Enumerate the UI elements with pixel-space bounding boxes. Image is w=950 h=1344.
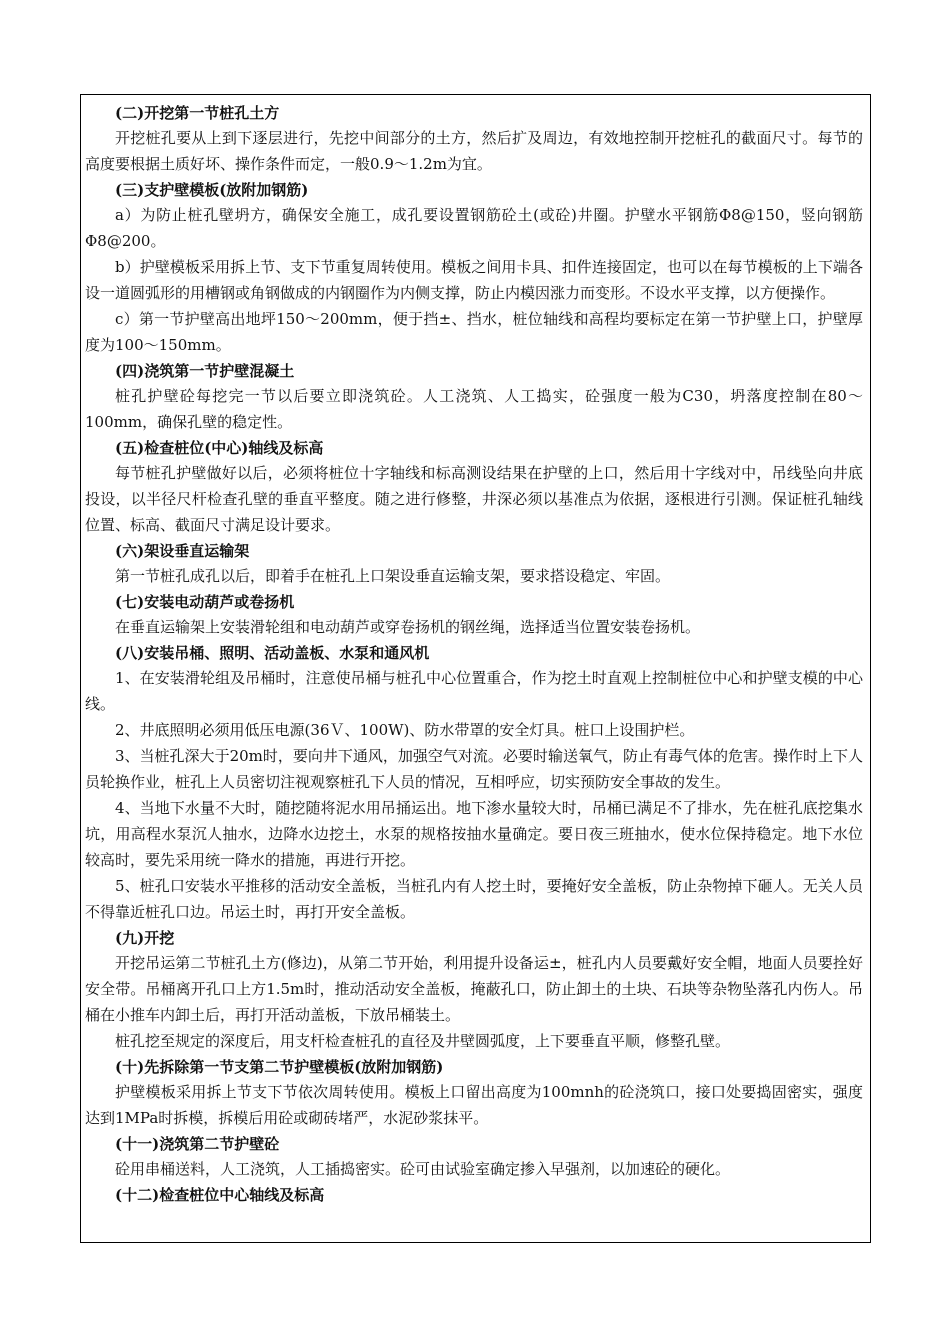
section-heading: (十一)浇筑第二节护壁砼 <box>115 1135 280 1153</box>
section-heading: (十二)检查桩位中心轴线及标高 <box>115 1186 325 1204</box>
section-paragraph: 砼用串桶送料，人工浇筑，人工插捣密实。砼可由试验室确定掺入早强剂，以加速砼的硬化。 <box>115 1160 731 1178</box>
section-heading: (五)检查桩位(中心)轴线及标高 <box>115 439 324 457</box>
section-paragraph: 3、当桩孔深大于20m时，要向井下通风，加强空气对流。必要时输送氧气，防止有毒气体的危害。操作时上下人员轮换作业，桩孔上人员密切注视观察桩孔下人员的情况，互相呼应，切实预防安全事故的发生。 <box>85 747 863 791</box>
section-paragraph: c）第一节护壁高出地坪150～200mm，便于挡±、挡水，桩位轴线和高程均要标定在第一节护壁上口，护壁厚度为100～150mm。 <box>85 310 863 354</box>
section-paragraph: 在垂直运输架上安装滑轮组和电动葫芦或穿卷扬机的钢丝绳，选择适当位置安装卷扬机。 <box>115 618 701 636</box>
section-paragraph: 4、当地下水量不大时，随挖随将泥水用吊捅运出。地下渗水量较大时，吊桶已满足不了排水，先在桩孔底挖集水坑，用高程水泵沉人抽水，边降水边挖土，水泵的规格按抽水量确定。要日夜三班抽水，使水位保持稳定。地下水位较高时，要先采用统一降水的措施，再进行开挖。 <box>85 799 863 869</box>
section-paragraph: b）护壁模板采用拆上节、支下节重复周转使用。模板之间用卡具、扣件连接固定，也可以在每节模板的上下端各设一道圆弧形的用槽钢或角钢做成的内钢圈作为内侧支撑，防止内模因涨力而变形。不设水平支撑，以方便操作。 <box>85 258 863 302</box>
section-heading: (二)开挖第一节桩孔土方 <box>115 104 280 122</box>
section-heading: (八)安装吊桶、照明、活动盖板、水泵和通风机 <box>115 644 430 662</box>
section-heading: (三)支护壁模板(放附加钢筋) <box>115 181 309 199</box>
section-heading: (七)安装电动葫芦或卷扬机 <box>115 593 295 611</box>
section-paragraph: 桩孔挖至规定的深度后，用支杆检查桩孔的直径及井壁圆弧度，上下要垂直平顺，修整孔壁。 <box>115 1032 731 1050</box>
section-heading: (六)架设垂直运输架 <box>115 542 250 560</box>
section-paragraph: 1、在安装滑轮组及吊桶时，注意使吊桶与桩孔中心位置重合，作为挖土时直观上控制桩位中心和护壁支模的中心线。 <box>85 669 863 713</box>
section-paragraph: 5、桩孔口安装水平推移的活动安全盖板，当桩孔内有人挖土时，要掩好安全盖板，防止杂物掉下砸人。无关人员不得靠近桩孔口边。吊运土时，再打开安全盖板。 <box>85 877 863 921</box>
section-paragraph: 第一节桩孔成孔以后，即着手在桩孔上口架设垂直运输支架，要求搭设稳定、牢固。 <box>115 567 671 585</box>
section-paragraph: 每节桩孔护壁做好以后，必须将桩位十字轴线和标高测设结果在护壁的上口，然后用十字线对中，吊线坠向井底投设，以半径尺杆检查孔壁的垂直平整度。随之进行修整，井深必须以基准点为依据，逐根进行引测。保证桩孔轴线位置、标高、截面尺寸满足设计要求。 <box>85 464 863 534</box>
section-paragraph: 桩孔护壁砼每挖完一节以后要立即浇筑砼。人工浇筑、人工捣实，砼强度一般为C30，坍落度控制在80～100mm，确保孔壁的稳定性。 <box>85 387 863 431</box>
section-heading: (十)先拆除第一节支第二节护壁模板(放附加钢筋) <box>115 1058 444 1076</box>
section-paragraph: 开挖桩孔要从上到下逐层进行，先挖中间部分的土方，然后扩及周边，有效地控制开挖桩孔的截面尺寸。每节的高度要根据土质好坏、操作条件而定，一般0.9～1.2m为宜。 <box>85 129 863 173</box>
section-paragraph: 护壁模板采用拆上节支下节依次周转使用。模板上口留出高度为100mnh的砼浇筑口，接口处要捣固密实，强度达到1MPa时拆模，拆模后用砼或砌砖堵严，水泥砂浆抹平。 <box>85 1083 863 1127</box>
section-paragraph: 2、井底照明必须用低压电源(36Ｖ、100W)、防水带罩的安全灯具。桩口上设围护栏。 <box>115 721 695 739</box>
section-paragraph: a）为防止桩孔壁坍方，确保安全施工，成孔要设置钢筋砼土(或砼)井圈。护壁水平钢筋Φ8@150，竖向钢筋Φ8@200。 <box>85 206 863 250</box>
section-heading: (四)浇筑第一节护壁混凝土 <box>115 362 295 380</box>
section-paragraph: 开挖吊运第二节桩孔土方(修边)，从第二节开始，利用提升设备运±，桩孔内人员要戴好安全帽，地面人员要拴好安全带。吊桶离开孔口上方1.5m时，推动活动安全盖板，掩蔽孔口，防止卸土的土块、石块等杂物坠落孔内伤人。吊桶在小推车内卸土后，再打开活动盖板，下放吊桶装土。 <box>85 954 863 1024</box>
document-body <box>85 100 863 1207</box>
section-heading: (九)开挖 <box>115 929 175 947</box>
